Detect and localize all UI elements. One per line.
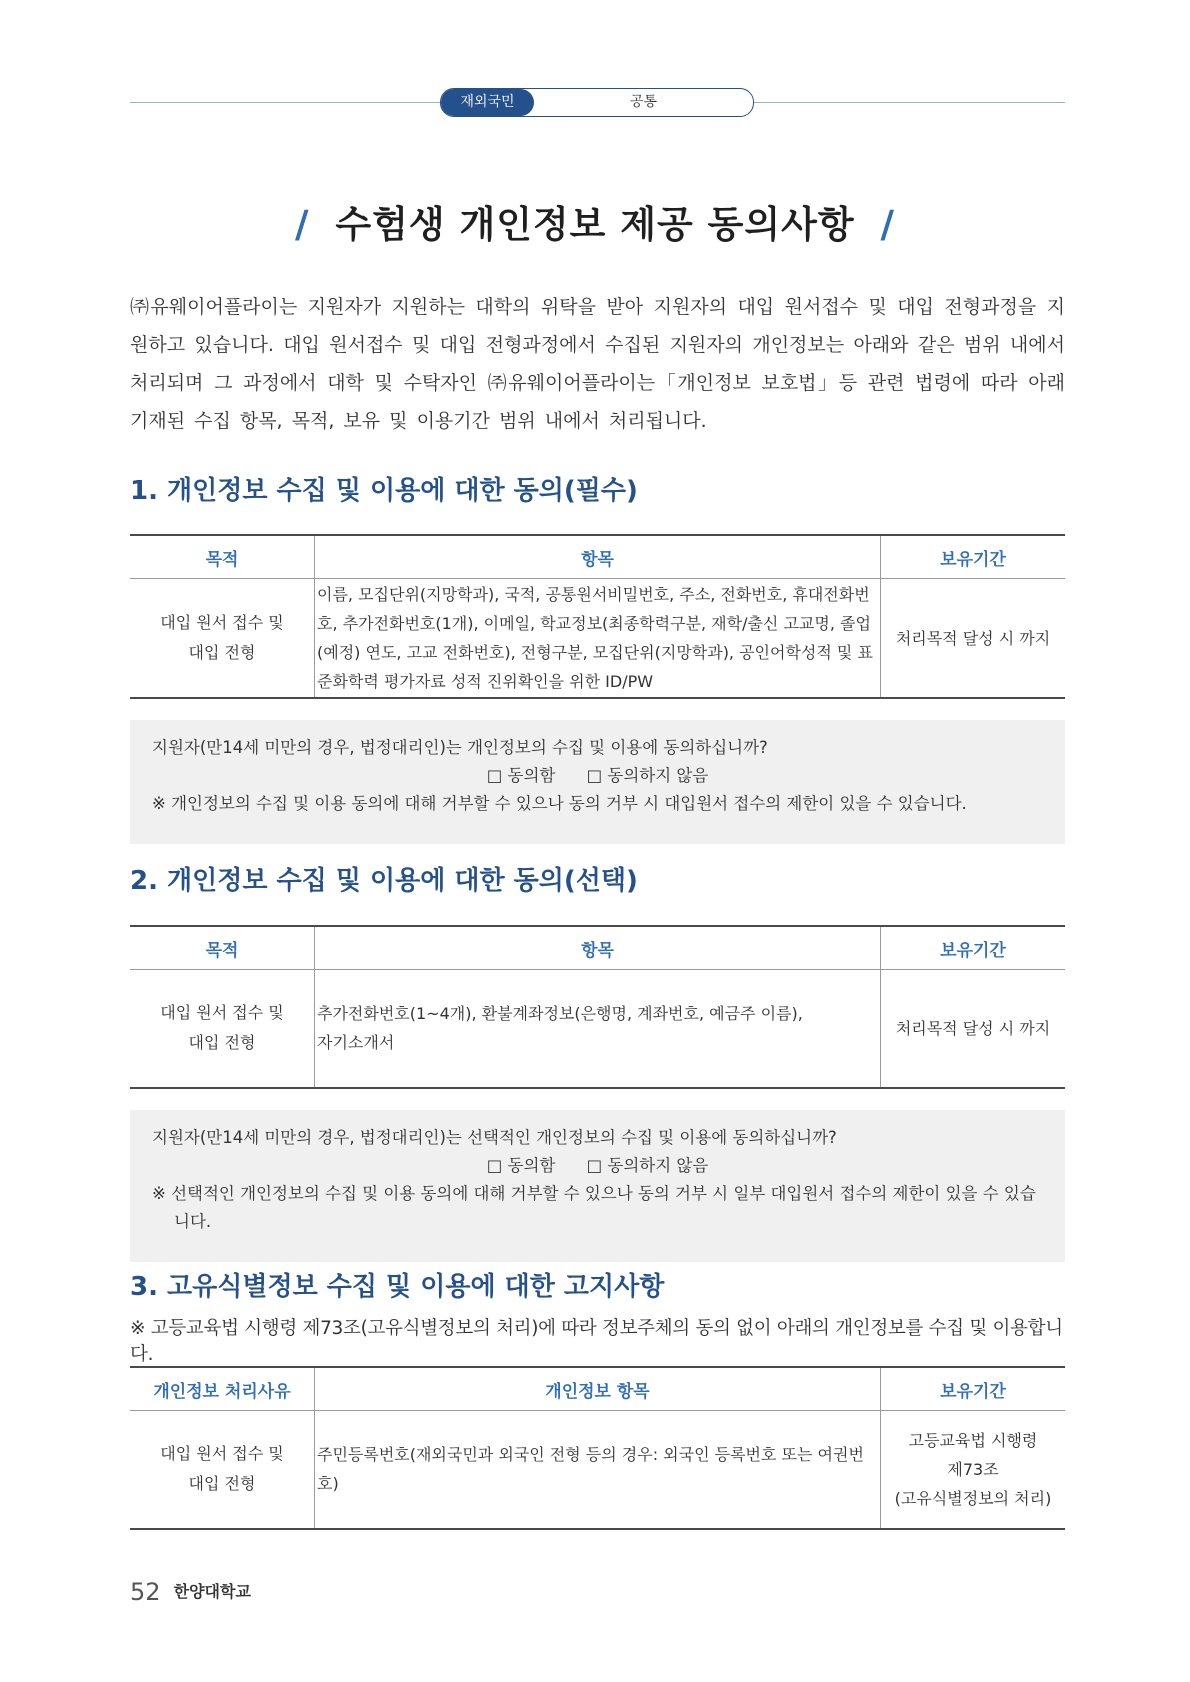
header-tab-pill bbox=[440, 88, 754, 117]
table-header-retention: 보유기간 bbox=[881, 1367, 1066, 1411]
disagree-checkbox[interactable]: □ 동의하지 않음 bbox=[586, 1156, 709, 1175]
table-header-retention: 보유기간 bbox=[881, 535, 1066, 579]
disagree-checkbox[interactable]: □ 동의하지 않음 bbox=[586, 766, 709, 785]
page-number: 52 bbox=[130, 1578, 161, 1606]
section-3-table bbox=[130, 1366, 1065, 1530]
header-tab-left: 재외국민 bbox=[441, 89, 534, 116]
table-header-items: 항목 bbox=[315, 535, 881, 579]
purpose-line-2: 대입 전형 bbox=[188, 1033, 256, 1053]
section-1-heading: 1. 개인정보 수집 및 이용에 대한 동의(필수) bbox=[130, 476, 638, 506]
school-name: 한양대학교 bbox=[173, 1582, 251, 1601]
table-cell-purpose bbox=[130, 1411, 315, 1529]
table-cell-purpose bbox=[130, 579, 315, 699]
table-cell-items: 추가전화번호(1~4개), 환불계좌정보(은행명, 계좌번호, 예금주 이름), 자기소개서 bbox=[315, 970, 881, 1088]
table-cell-purpose bbox=[130, 970, 315, 1088]
table-header-reason: 개인정보 처리사유 bbox=[130, 1367, 315, 1411]
purpose-line-2: 대입 전형 bbox=[188, 1474, 256, 1494]
title-slash-left: / bbox=[294, 203, 310, 246]
purpose-line-1: 대입 원서 접수 및 bbox=[160, 613, 284, 632]
page-footer bbox=[130, 1578, 251, 1606]
title-text: 수험생 개인정보 제공 동의사항 bbox=[335, 203, 855, 246]
consent-choices bbox=[152, 1152, 1043, 1180]
consent-note: ※ 선택적인 개인정보의 수집 및 이용 동의에 대해 거부할 수 있으나 동의 거부 시 일부 대입원서 접수의 제한이 있을 수 있습니다. bbox=[152, 1184, 1036, 1231]
purpose-line-1: 대입 원서 접수 및 bbox=[160, 1003, 284, 1023]
consent-question: 지원자(만14세 미만의 경우, 법정대리인)는 개인정보의 수집 및 이용에 동의하십니까? bbox=[152, 738, 768, 757]
table-cell-items: 이름, 모집단위(지망학과), 국적, 공통원서비밀번호, 주소, 전화번호, 휴대전화번호, 추가전화번호(1개), 이메일, 학교정보(최종학력구분, 재학/출신 고교명, 졸업(예정) 연도, 고교 전화번호), 전형구분, 모집단위(지망학과), 공인어학성적 및 표준화학력 평가자료 성적 진위확인을 위한 ID/PW bbox=[315, 579, 881, 699]
purpose-line-1: 대입 원서 접수 및 bbox=[160, 1444, 284, 1464]
consent-choices bbox=[152, 762, 1043, 790]
table-header-items: 항목 bbox=[315, 926, 881, 970]
consent-question: 지원자(만14세 미만의 경우, 법정대리인)는 선택적인 개인정보의 수집 및 이용에 동의하십니까? bbox=[152, 1128, 837, 1147]
agree-checkbox[interactable]: □ 동의함 bbox=[486, 766, 556, 785]
title-slash-right: / bbox=[880, 203, 896, 246]
table-cell-items: 주민등록번호(재외국민과 외국인 전형 등의 경우: 외국인 등록번호 또는 여권번호) bbox=[315, 1411, 881, 1529]
retention-line-1: 고등교육법 시행령 bbox=[908, 1430, 1038, 1450]
header-tab-right: 공통 bbox=[629, 94, 658, 110]
retention-line-2: 제73조 bbox=[947, 1459, 999, 1479]
retention-line-3: (고유식별정보의 처리) bbox=[894, 1488, 1052, 1508]
table-cell-retention: 처리목적 달성 시 까지 bbox=[881, 970, 1066, 1088]
section-2-consent-box bbox=[130, 1110, 1065, 1262]
table-header-purpose: 목적 bbox=[130, 535, 315, 579]
consent-note: ※ 개인정보의 수집 및 이용 동의에 대해 거부할 수 있으나 동의 거부 시 대입원서 접수의 제한이 있을 수 있습니다. bbox=[152, 794, 967, 813]
section-1-consent-box bbox=[130, 720, 1065, 844]
table-cell-retention: 처리목적 달성 시 까지 bbox=[881, 579, 1066, 699]
section-3-heading: 3. 고유식별정보 수집 및 이용에 대한 고지사항 bbox=[130, 1272, 665, 1302]
table-header-retention: 보유기간 bbox=[881, 926, 1066, 970]
table-header-purpose: 목적 bbox=[130, 926, 315, 970]
agree-checkbox[interactable]: □ 동의함 bbox=[486, 1156, 556, 1175]
section-2-heading: 2. 개인정보 수집 및 이용에 대한 동의(선택) bbox=[130, 866, 638, 896]
intro-paragraph: ㈜유웨이어플라이는 지원자가 지원하는 대학의 위탁을 받아 지원자의 대입 원서접수 및 대입 전형과정을 지원하고 있습니다. 대입 원서접수 및 대입 전형과정에서 수집된 지원자의 개인정보는 아래와 같은 범위 내에서 처리되며 그 과정에서 대학 및 수탁자인 ㈜유웨이어플라이는「개인정보 보호법」등 관련 법령에 따라 아래 기재된 수집 항목, 목적, 보유 및 이용기간 범위 내에서 처리됩니다. bbox=[130, 296, 1065, 432]
section-2-table bbox=[130, 925, 1065, 1089]
page-title bbox=[0, 194, 1190, 248]
purpose-line-2: 대입 전형 bbox=[188, 643, 256, 662]
table-header-items: 개인정보 항목 bbox=[315, 1367, 881, 1411]
table-cell-retention bbox=[881, 1411, 1066, 1529]
section-1-table bbox=[130, 534, 1065, 699]
section-3-notice: ※ 고등교육법 시행령 제73조(고유식별정보의 처리)에 따라 정보주체의 동의 없이 아래의 개인정보를 수집 및 이용합니다. bbox=[130, 1318, 1063, 1365]
